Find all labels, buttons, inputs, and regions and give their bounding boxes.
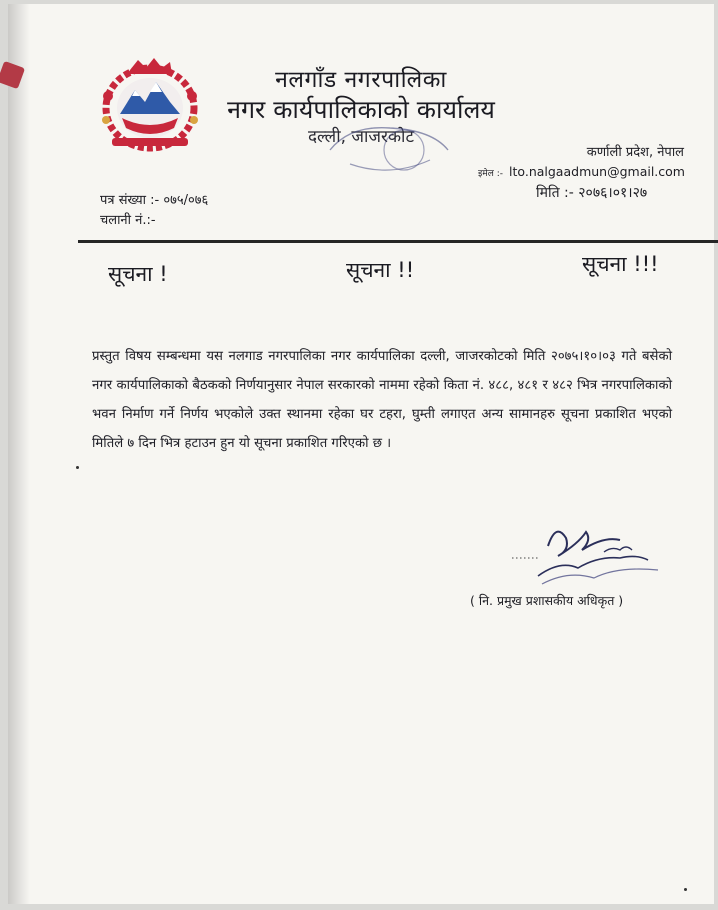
letter-number: पत्र संख्या :- ०७५/०७६ bbox=[100, 193, 209, 208]
email-row bbox=[478, 164, 685, 179]
notice-heading-left: सूचना ! bbox=[108, 262, 168, 286]
email-label: इमेल :- bbox=[478, 169, 504, 179]
office-stamp-icon bbox=[320, 120, 460, 180]
dispatch-number: चलानी नं.:- bbox=[100, 213, 156, 228]
stray-dot bbox=[76, 466, 79, 469]
notice-heading-center: सूचना !! bbox=[346, 258, 415, 282]
header-divider bbox=[78, 240, 718, 243]
notice-body-paragraph: प्रस्तुत विषय सम्बन्धमा यस नलगाड नगरपालिका नगर कार्यपालिका दल्ली, जाजरकोटको मिति २०७५।१०।०३ गते बसेको नगर कार्यपालिकाको बैठकको निर्णयानुसार नेपाल सरकारको नाममा रहेको किता नं. ४८८, ४८१ र ४८२ भित्र नगरपालिकाको भवन निर्माण गर्ने निर्णय भएकोले उक्त स्थानमा रहेका घर टहरा, घुम्ती लगाएत अन्य सामानहरु सूचना प्रकाशित भएको मितिले ७ दिन भित्र हटाउन हुन यो सूचना प्रकाशित गरिएको छ । bbox=[92, 349, 672, 451]
signatory-designation: ( नि. प्रमुख प्रशासकीय अधिकृत ) bbox=[470, 593, 624, 608]
municipality-name: नलगाँड नगरपालिका bbox=[275, 67, 447, 93]
office-name: नगर कार्यपालिकाको कार्यालय bbox=[227, 95, 495, 124]
province-text: कर्णाली प्रदेश, नेपाल bbox=[586, 145, 684, 160]
document-page bbox=[8, 4, 714, 904]
email-address: lto.nalgaadmun@gmail.com bbox=[509, 164, 685, 179]
office-location: दल्ली, जाजरकोट bbox=[307, 127, 415, 147]
signature-icon bbox=[508, 516, 668, 596]
notice-heading-right: सूचना !!! bbox=[582, 252, 659, 276]
stray-dot-bottom bbox=[684, 888, 687, 891]
letter-date: मिति :- २०७६।०१।२७ bbox=[536, 185, 648, 201]
